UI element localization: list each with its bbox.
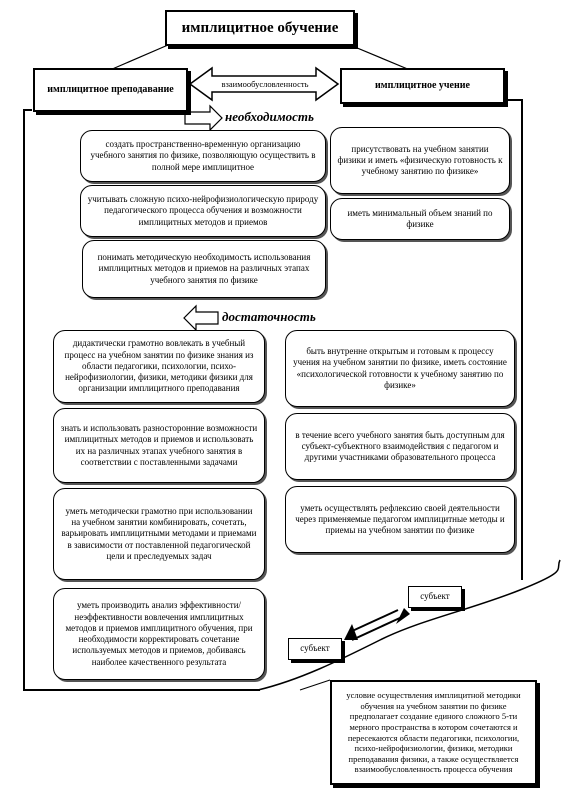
- sufficiency-label: достаточность: [222, 309, 316, 324]
- title-box: [165, 10, 355, 46]
- necessity-left-item: понимать методическую необходимость использования имплицитных методов и приемов на различных этапах учебного занятия по физике: [82, 240, 326, 298]
- necessity-right-item: присутствовать на учебном занятии физики и иметь «физическую готовность к учебному занятию по физике»: [330, 127, 510, 194]
- subject-right-box: субъект: [408, 586, 462, 608]
- subject-left-box: субъект: [288, 638, 342, 660]
- subject-double-arrow: [344, 608, 410, 640]
- necessity-right-item: иметь минимальный объем знаний по физике: [330, 198, 510, 240]
- sufficiency-left-item: знать и использовать разносторонние возможности имплицитных методов и приемов и использовать их на различных этапах учебного занятия в соответствии с поставленными задачами: [53, 408, 265, 483]
- right-header: [340, 68, 505, 104]
- left-header-label: имплицитное преподавание: [47, 83, 174, 95]
- necessity-left-item: создать пространственно-временную организацию учебного занятия по физике, позволяющую осуществить в полной мере имплицитное: [80, 130, 326, 182]
- sufficiency-right-item: быть внутренне открытым и готовым к процессу учения на учебном занятии по физике, иметь состояние «психологической готовности к учебному занятию по физике»: [285, 330, 515, 407]
- sufficiency-arrow: [184, 306, 218, 330]
- sufficiency-right-item: уметь осуществлять рефлексию своей деятельности через применяемые педагогом имплицитные методы и приемы на учебном занятии по физике: [285, 486, 515, 553]
- sufficiency-left-item: дидактически грамотно вовлекать в учебный процесс на учебном занятии по физике знания из области педагогики, психологии, психо-нейрофизиологии, физики, методики физики для организации имплицитного преподавания: [53, 330, 265, 403]
- sufficiency-right-item: в течение всего учебного занятия быть доступным для субъект-субъектного взаимодействия с педагогом и другими участниками образовательного процесса: [285, 413, 515, 480]
- necessity-label: необходимость: [225, 109, 314, 124]
- left-header: [33, 68, 188, 112]
- mutual-label: взаимообусловленность: [221, 79, 309, 89]
- sufficiency-left-item: уметь производить анализ эффективности/ неэффективности вовлечения имплицитных методов и приемов имплицитного обучения, при необходимости корректировать сочетание используемых методов и приемов, добиваясь наиболее качественного результата: [53, 588, 265, 680]
- right-header-label: имплицитное учение: [375, 79, 470, 91]
- necessity-left-item: учитывать сложную психо-нейрофизиологическую природу педагогического процесса обучения и возможности имплицитных методов и приемов: [80, 185, 326, 237]
- necessity-arrow: [185, 106, 222, 130]
- page-title: имплицитное обучение: [181, 19, 339, 36]
- condition-box: условие осуществления имплицитной методики обучения на учебном занятии по физике предполагает создание единого сложного 5-ти мерного пространства в котором сочетаются и пересекаются области педагогики, психологии, психо-нейрофизиологии, физики, методики преподавания физики, а также осуществляется взаимообусловленность процесса обучения: [330, 680, 537, 785]
- sufficiency-left-item: уметь методически грамотно при использовании на учебном занятии комбинировать, сочетать, варьировать имплицитными методами и приемами в зависимости от поставленной педагогической цели и преследуемых задач: [53, 488, 265, 580]
